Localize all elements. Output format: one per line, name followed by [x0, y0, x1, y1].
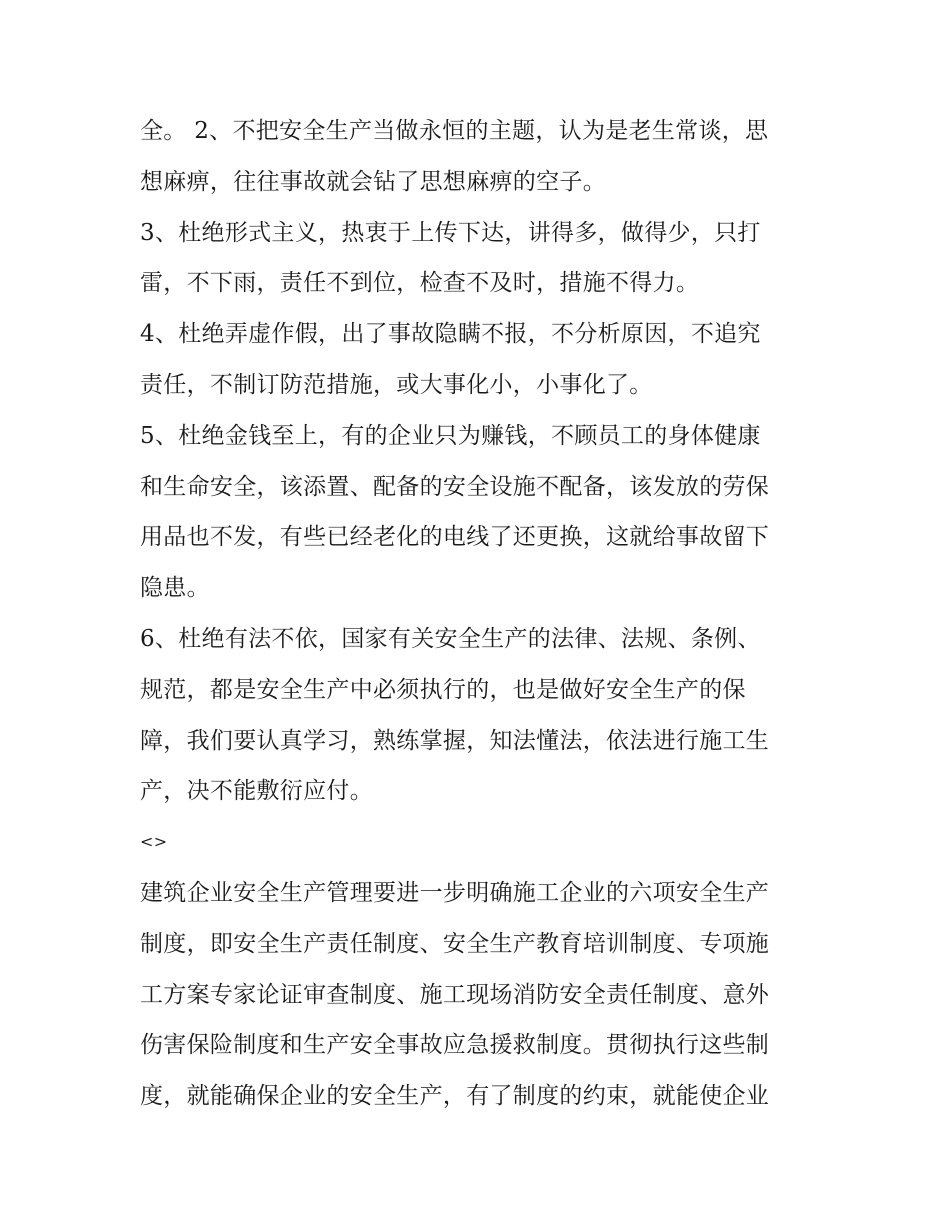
separator-mark: <> [140, 832, 168, 852]
text-line: 5、杜绝金钱至上，有的企业只为赚钱，不顾员工的身体健康 [140, 422, 761, 449]
text-line: 制度，即安全生产责任制度、安全生产教育培训制度、专项施 [140, 930, 770, 957]
text-line: 用品也不发，有些已经老化的电线了还更换，这就给事故留下 [140, 524, 770, 551]
text-line: 障，我们要认真学习，熟练掌握，知法懂法，依法进行施工生 [140, 727, 770, 754]
text-line: 伤害保险制度和生产安全事故应急援救制度。贯彻执行这些制 [140, 1032, 770, 1059]
text-line: 工方案专家论证审查制度、施工现场消防安全责任制度、意外 [140, 981, 770, 1008]
text-line: 雷，不下雨，责任不到位，检查不及时，措施不得力。 [140, 270, 700, 297]
text-line: 和生命安全，该添置、配备的安全设施不配备，该发放的劳保 [140, 473, 770, 500]
text-line: 产，决不能敷衍应付。 [140, 778, 373, 805]
text-line: 6、杜绝有法不依，国家有关安全生产的法律、法规、条例、 [140, 625, 761, 652]
text-line: 4、杜绝弄虚作假，出了事故隐瞒不报，不分析原因，不追究 [140, 321, 761, 348]
text-line: 3、杜绝形式主义，热衷于上传下达，讲得多，做得少，只打 [140, 219, 761, 246]
text-line: 想麻痹，往往事故就会钻了思想麻痹的空子。 [140, 168, 606, 195]
text-line: 度，就能确保企业的安全生产，有了制度的约束，就能使企业 [140, 1083, 770, 1110]
text-line: 规范，都是安全生产中必须执行的，也是做好安全生产的保 [140, 676, 746, 703]
text-line: 隐患。 [140, 575, 210, 602]
text-line: 建筑企业安全生产管理要进一步明确施工企业的六项安全生产 [140, 879, 770, 906]
text-line: 责任，不制订防范措施，或大事化小，小事化了。 [140, 371, 653, 398]
text-line: 全。 2、不把安全生产当做永恒的主题，认为是老生常谈，思 [140, 118, 769, 144]
body-text [140, 106, 820, 1122]
